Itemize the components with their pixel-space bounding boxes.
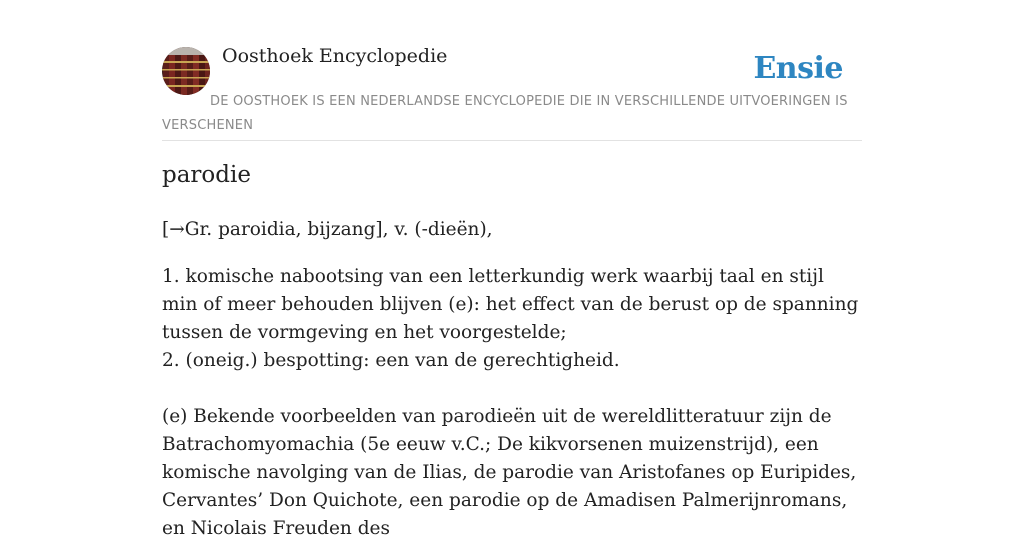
definition-item: 2. (oneig.) bespotting: een van de gerechtigheid. bbox=[162, 350, 620, 371]
definition-item: 1. komische nabootsing van een letterkundig werk waarbij taal en stijl min of meer behouden blijven (e): het effect van de berust op de spanning tussen de vormgeving en het voorgestelde; bbox=[162, 266, 859, 343]
site-tagline: DE OOSTHOEK IS EEN NEDERLANDSE ENCYCLOPEDIE DIE IN VERSCHILLENDE UITVOERINGEN IS VERSCHENEN bbox=[162, 94, 848, 133]
entry-title: parodie bbox=[162, 162, 251, 188]
site-title-link[interactable]: Oosthoek Encyclopedie bbox=[222, 45, 448, 67]
entry-note: (e) Bekende voorbeelden van parodieën uit de wereldlitteratuur zijn de Batrachomyomachia (5e eeuw v.C.; De kikvorsenen muizenstrijd), een komische navolging van de Ilias, de parodie van Aristofanes op Euripides, Cervantes’ Don Quichote, een parodie op de Amadisen Palmerijnromans, en Nicolais Freuden des bbox=[162, 406, 857, 539]
book-spines-avatar[interactable] bbox=[162, 47, 210, 95]
content-container bbox=[162, 0, 862, 539]
ensie-logo-link[interactable]: Ensie bbox=[753, 51, 843, 86]
entry-etymology: [→Gr. paroidia, bijzang], v. (-dieën), bbox=[162, 219, 493, 240]
entry-definitions bbox=[162, 263, 862, 375]
site-header bbox=[162, 0, 862, 141]
